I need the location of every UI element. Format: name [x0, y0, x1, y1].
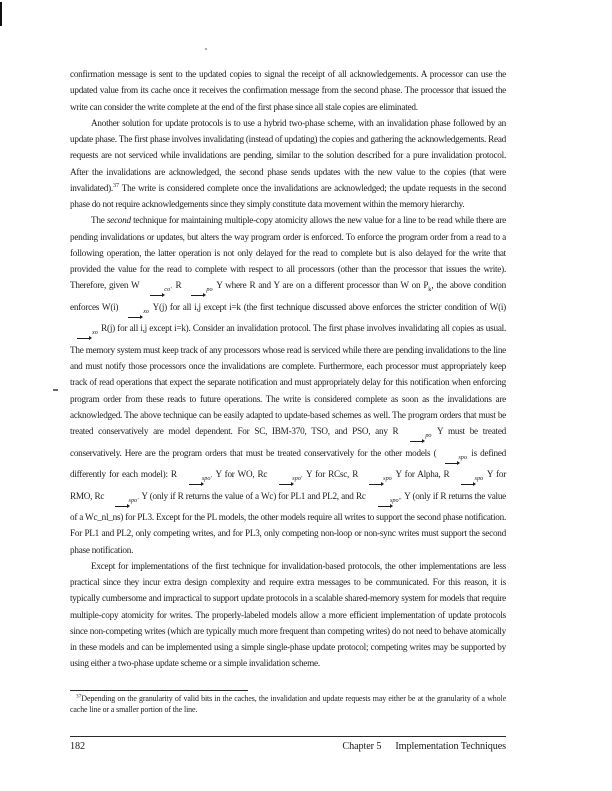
relation-label: co': [164, 286, 172, 294]
relation-arrow: [71, 330, 98, 342]
relation-label: po: [425, 432, 432, 439]
relation-label: spo: [383, 475, 392, 482]
relation-arrow: [369, 498, 401, 510]
paragraph: Another solution for update protocols is to use a hybrid two-phase scheme, with an invalidation phase followed by an update phase. The first phase involves invalidating (instead of updating) the copies and gathering the acknowledgements. Read requests are not serviced while invalidations are pending, similar to the solution described for a pure invalidation protocol. After the invalidations are acknowledged, the second phase sends updates with the new value to the copies (that were invalidated).$^{37}$ The write is considered complete once the invalidations are acknowledged; the update requests in the second phase do not require acknowledgements since they simply constitute data movement within the memory hierarchy.: [70, 117, 506, 209]
page-number: 182: [70, 741, 85, 752]
right-arrow-icon: [189, 482, 204, 488]
right-arrow-icon: [128, 314, 143, 320]
scan-artifact-edge: [0, 2, 2, 26]
right-arrow-icon: [461, 482, 476, 488]
right-arrow-icon: [279, 482, 294, 488]
paragraph: The second technique for maintaining multiple-copy atomicity allows the new value for a line to be read while there are pending invalidations or updates, but alters the way program order is enforced. To enforce the program order from a read to a following operation, the latter operation is not only delayed for the read to complete but is also delayed for the write that provided the value for the read to complete with respect to all processors (other than the processor that issues the write). Therefore, given W co' R po Y where R and Y are on a different processor than W on $P_k$, the above condition enforces W(i) xo Y(j) for all i,j except i=k (the first technique discussed above enforces the stricter condition of W(i) xo R(j) for all i,j except i=k). Consider an invalidation protocol. The first phase involves invalidating all copies as usual. The memory system must keep track of any processors whose read is serviced while there are pending invalidations to the line and must notify those processors once the invalidations are complete. Furthermore, each processor must appropriately keep track of read operations that expect the separate notification and must appropriately delay for this notification when enforcing program order from these reads to future operations. The write is considered complete as soon as the invalidations are acknowledged. The above technique can be easily adapted to update-based schemes as well. The program orders that must be treated conservatively are model dependent. For SC, IBM-370, TSO, and PSO, any R po Y must be treated conservatively. Here are the program orders that must be treated conservatively for the other models ( spo is defined differently for each model): R spo' Y for WO, Rc spo' Y for RCsc, R spo Y for Alpha, R spo Y for RMO, Rc spo' Y (only if R returns the value of a Wc) for PL1 and PL2, and Rc spo'' Y (only if R returns the value of a Wc_nl_ns) for PL3. Except for the PL models, the other models require all writes to support the second phase notification. For PL1 and PL2, only competing writes, and for PL3, only competing non-loop or non-sync writes must support the second phase notification.: [70, 215, 507, 555]
footnote: [70, 690, 506, 715]
right-arrow-icon: [77, 336, 92, 342]
chapter-label: Chapter 5: [342, 741, 382, 752]
relation-arrow: [122, 309, 149, 321]
relation-arrow: [362, 476, 392, 488]
chapter-title: Implementation Techniques: [395, 741, 506, 752]
relation-label: spo: [474, 475, 484, 482]
relation-label: xo: [92, 329, 98, 337]
footnote-separator: [70, 690, 248, 691]
scan-artifact-dash: [53, 389, 58, 391]
relation-arrow: [454, 476, 484, 488]
relation-label: spo': [292, 475, 303, 482]
right-arrow-icon: [445, 460, 460, 466]
right-arrow-icon: [191, 293, 206, 299]
emphasis-text: second: [106, 215, 131, 226]
relation-label: spo': [201, 475, 212, 482]
footnote-text: [70, 694, 506, 715]
paragraph: confirmation message is sent to the updated copies to signal the receipt of all acknowledgements. A processor can use the updated value from its cache once it receives the confirmation message from the second phase. The processor that issued the write can consider the write complete at the end of the first phase since all stale copies are eliminated.: [70, 69, 506, 112]
right-arrow-icon: [369, 482, 384, 488]
right-arrow-icon: [378, 503, 393, 509]
relation-arrow: [404, 433, 431, 445]
page-footer: [70, 736, 506, 752]
relation-label: spo: [458, 453, 467, 461]
relation-arrow: [185, 287, 212, 299]
relation-arrow: [181, 476, 212, 488]
subscript: k: [428, 286, 432, 294]
relation-label: spo': [128, 496, 139, 504]
relation-label: spo'': [389, 496, 402, 504]
right-arrow-icon: [410, 439, 425, 445]
footnote-marker: 37: [76, 693, 82, 700]
relation-arrow: [437, 455, 467, 467]
scan-artifact-dot: [205, 48, 207, 50]
relation-label: po: [206, 286, 213, 294]
right-arrow-icon: [115, 503, 130, 509]
footnote-body: Depending on the granularity of valid bits in the caches, the invalidation and update requests may either be at the granularity of a whole cache line or a smaller portion of the line.: [70, 694, 506, 714]
relation-arrow: [271, 476, 302, 488]
footnote-reference: 37: [112, 181, 120, 189]
running-head: [342, 741, 506, 752]
paragraph: Except for implementations of the first technique for invalidation-based protocols, the other implementations are less practical since they incur extra design complexity and require extra messages to be communicated. For this reason, it is typically cumbersome and impractical to support update protocols in a scalable shared-memory system for models that require multiple-copy atomicity for writes. The properly-labeled models allow a more efficient implementation of update protocols since non-competing writes (which are typically much more frequent than competing writes) do not need to behave atomically in these models and can be implemented using a simple single-phase update protocol; competing writes may be supported by using either a two-phase update scheme or a simple invalidation scheme.: [70, 560, 506, 669]
body-text: [70, 66, 506, 672]
relation-label: xo: [143, 307, 150, 315]
relation-arrow: [143, 287, 171, 299]
relation-arrow: [108, 498, 139, 510]
right-arrow-icon: [150, 293, 165, 299]
